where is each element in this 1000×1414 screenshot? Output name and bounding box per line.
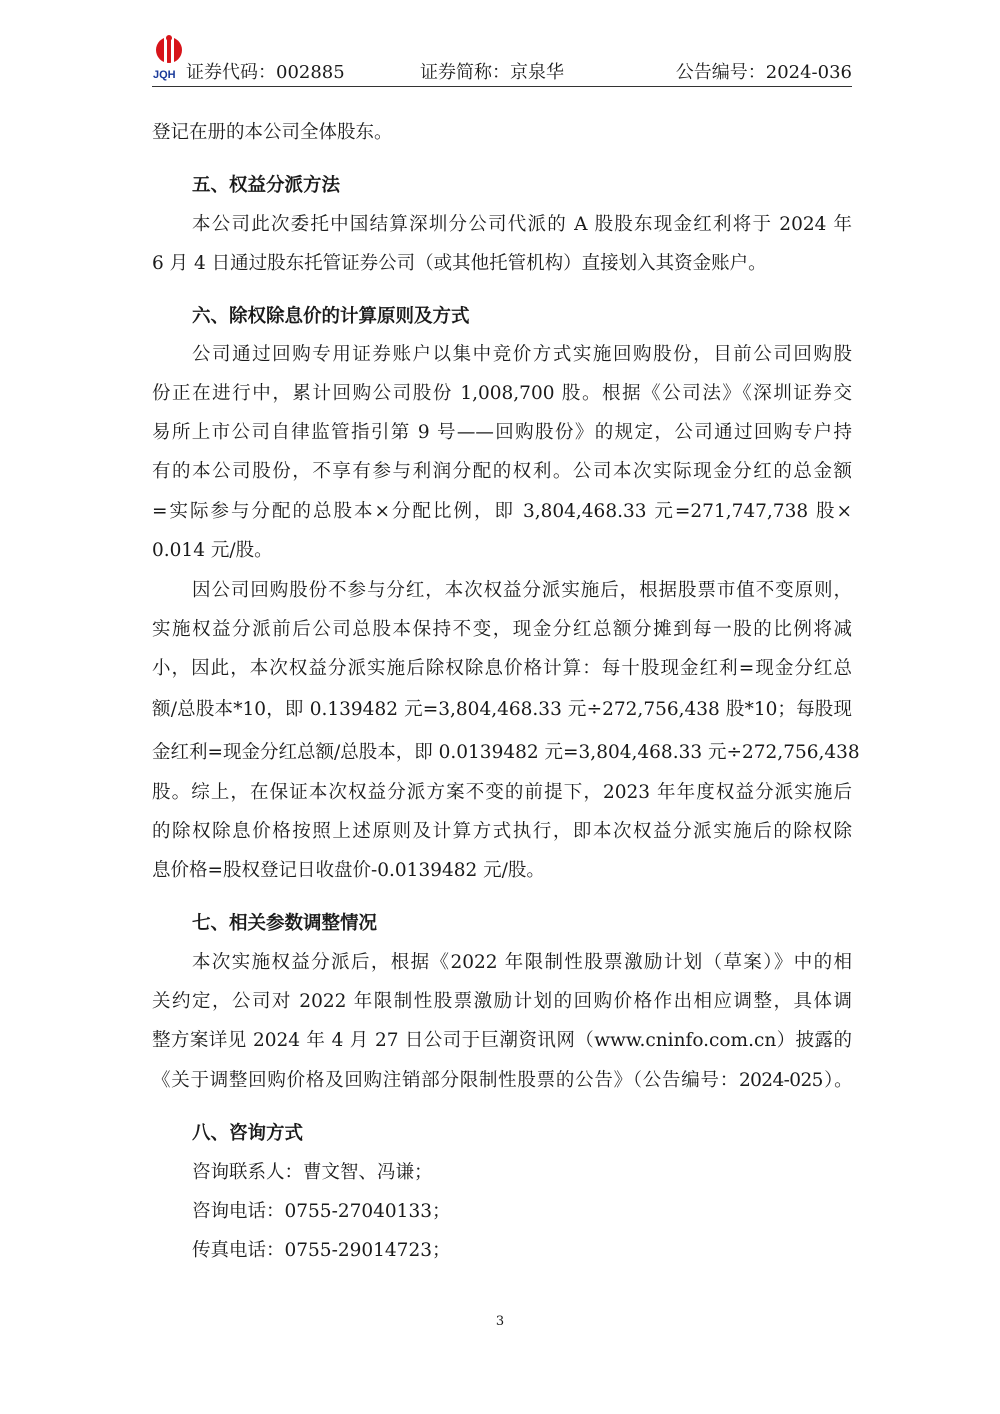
body-line: 小，因此，本次权益分派实施后除权除息价格计算：每十股现金红利=现金分红总 — [152, 658, 852, 679]
body-line: 份正在进行中，累计回购公司股份 1,008,700 股。根据《公司法》《深圳证券交 — [152, 383, 852, 404]
body-line: 公司通过回购专用证券账户以集中竞价方式实施回购股份，目前公司回购股 — [192, 344, 852, 365]
body-line: 额/总股本*10，即 0.139482 元=3,804,468.33 元÷272,756,438 股*10；每股现 — [152, 699, 852, 720]
body-line: 实施权益分派前后公司总股本保持不变，现金分红总额分摊到每一股的比例将减 — [152, 619, 852, 640]
body-line: 登记在册的本公司全体股东。 — [152, 122, 393, 143]
body-line: 关约定，公司对 2022 年限制性股票激励计划的回购价格作出相应调整，具体调 — [152, 991, 852, 1012]
stock-code: 证券代码：002885 — [186, 62, 345, 83]
section-heading: 七、相关参数调整情况 — [192, 913, 378, 934]
body-line: =实际参与分配的总股本×分配比例，即 3,804,468.33 元=271,747,738 股× — [152, 501, 852, 522]
page-header — [152, 56, 852, 87]
contact-fax: 传真电话：0755-29014723； — [192, 1240, 451, 1261]
body-line: 息价格=股权登记日收盘价-0.0139482 元/股。 — [152, 860, 545, 881]
body-line: 因公司回购股份不参与分红，本次权益分派实施后，根据股票市值不变原则， — [192, 580, 852, 601]
body-line: 《关于调整回购价格及回购注销部分限制性股票的公告》（公告编号：2024-025）。 — [152, 1070, 852, 1091]
body-line: 整方案详见 2024 年 4 月 27 日公司于巨潮资讯网（www.cninfo.com.cn）披露的 — [152, 1030, 852, 1051]
svg-text:JQH: JQH — [153, 69, 176, 81]
body-line: 本次实施权益分派后，根据《2022 年限制性股票激励计划（草案）》中的相 — [192, 952, 852, 973]
section-heading: 六、除权除息价的计算原则及方式 — [192, 306, 470, 327]
body-line: 0.014 元/股。 — [152, 540, 273, 561]
body-line: 6 月 4 日通过股东托管证券公司（或其他托管机构）直接划入其资金账户。 — [152, 253, 767, 274]
section-heading: 八、咨询方式 — [192, 1123, 304, 1144]
body-line: 股。综上，在保证本次权益分派方案不变的前提下，2023 年年度权益分派实施后 — [152, 782, 852, 803]
page-number: 3 — [495, 1314, 505, 1329]
body-line: 的除权除息价格按照上述原则及计算方式执行，即本次权益分派实施后的除权除 — [152, 821, 852, 842]
stock-short-name: 证券简称：京泉华 — [420, 62, 564, 83]
section-heading: 五、权益分派方法 — [192, 175, 341, 196]
body-line: 金红利=现金分红总额/总股本，即 0.0139482 元=3,804,468.33 元÷272,756,438 — [152, 742, 860, 763]
contact-phone: 咨询电话：0755-27040133； — [192, 1201, 451, 1222]
company-logo-icon — [152, 34, 186, 82]
body-line: 易所上市公司自律监管指引第 9 号——回购股份》的规定，公司通过回购专户持 — [152, 422, 852, 443]
body-line: 本公司此次委托中国结算深圳分公司代派的 A 股股东现金红利将于 2024 年 — [192, 214, 852, 235]
contact-person: 咨询联系人：曹文智、冯谦； — [192, 1162, 433, 1183]
notice-number: 公告编号：2024-036 — [675, 62, 852, 83]
body-line: 有的本公司股份，不享有参与利润分配的权利。公司本次实际现金分红的总金额 — [152, 461, 852, 482]
